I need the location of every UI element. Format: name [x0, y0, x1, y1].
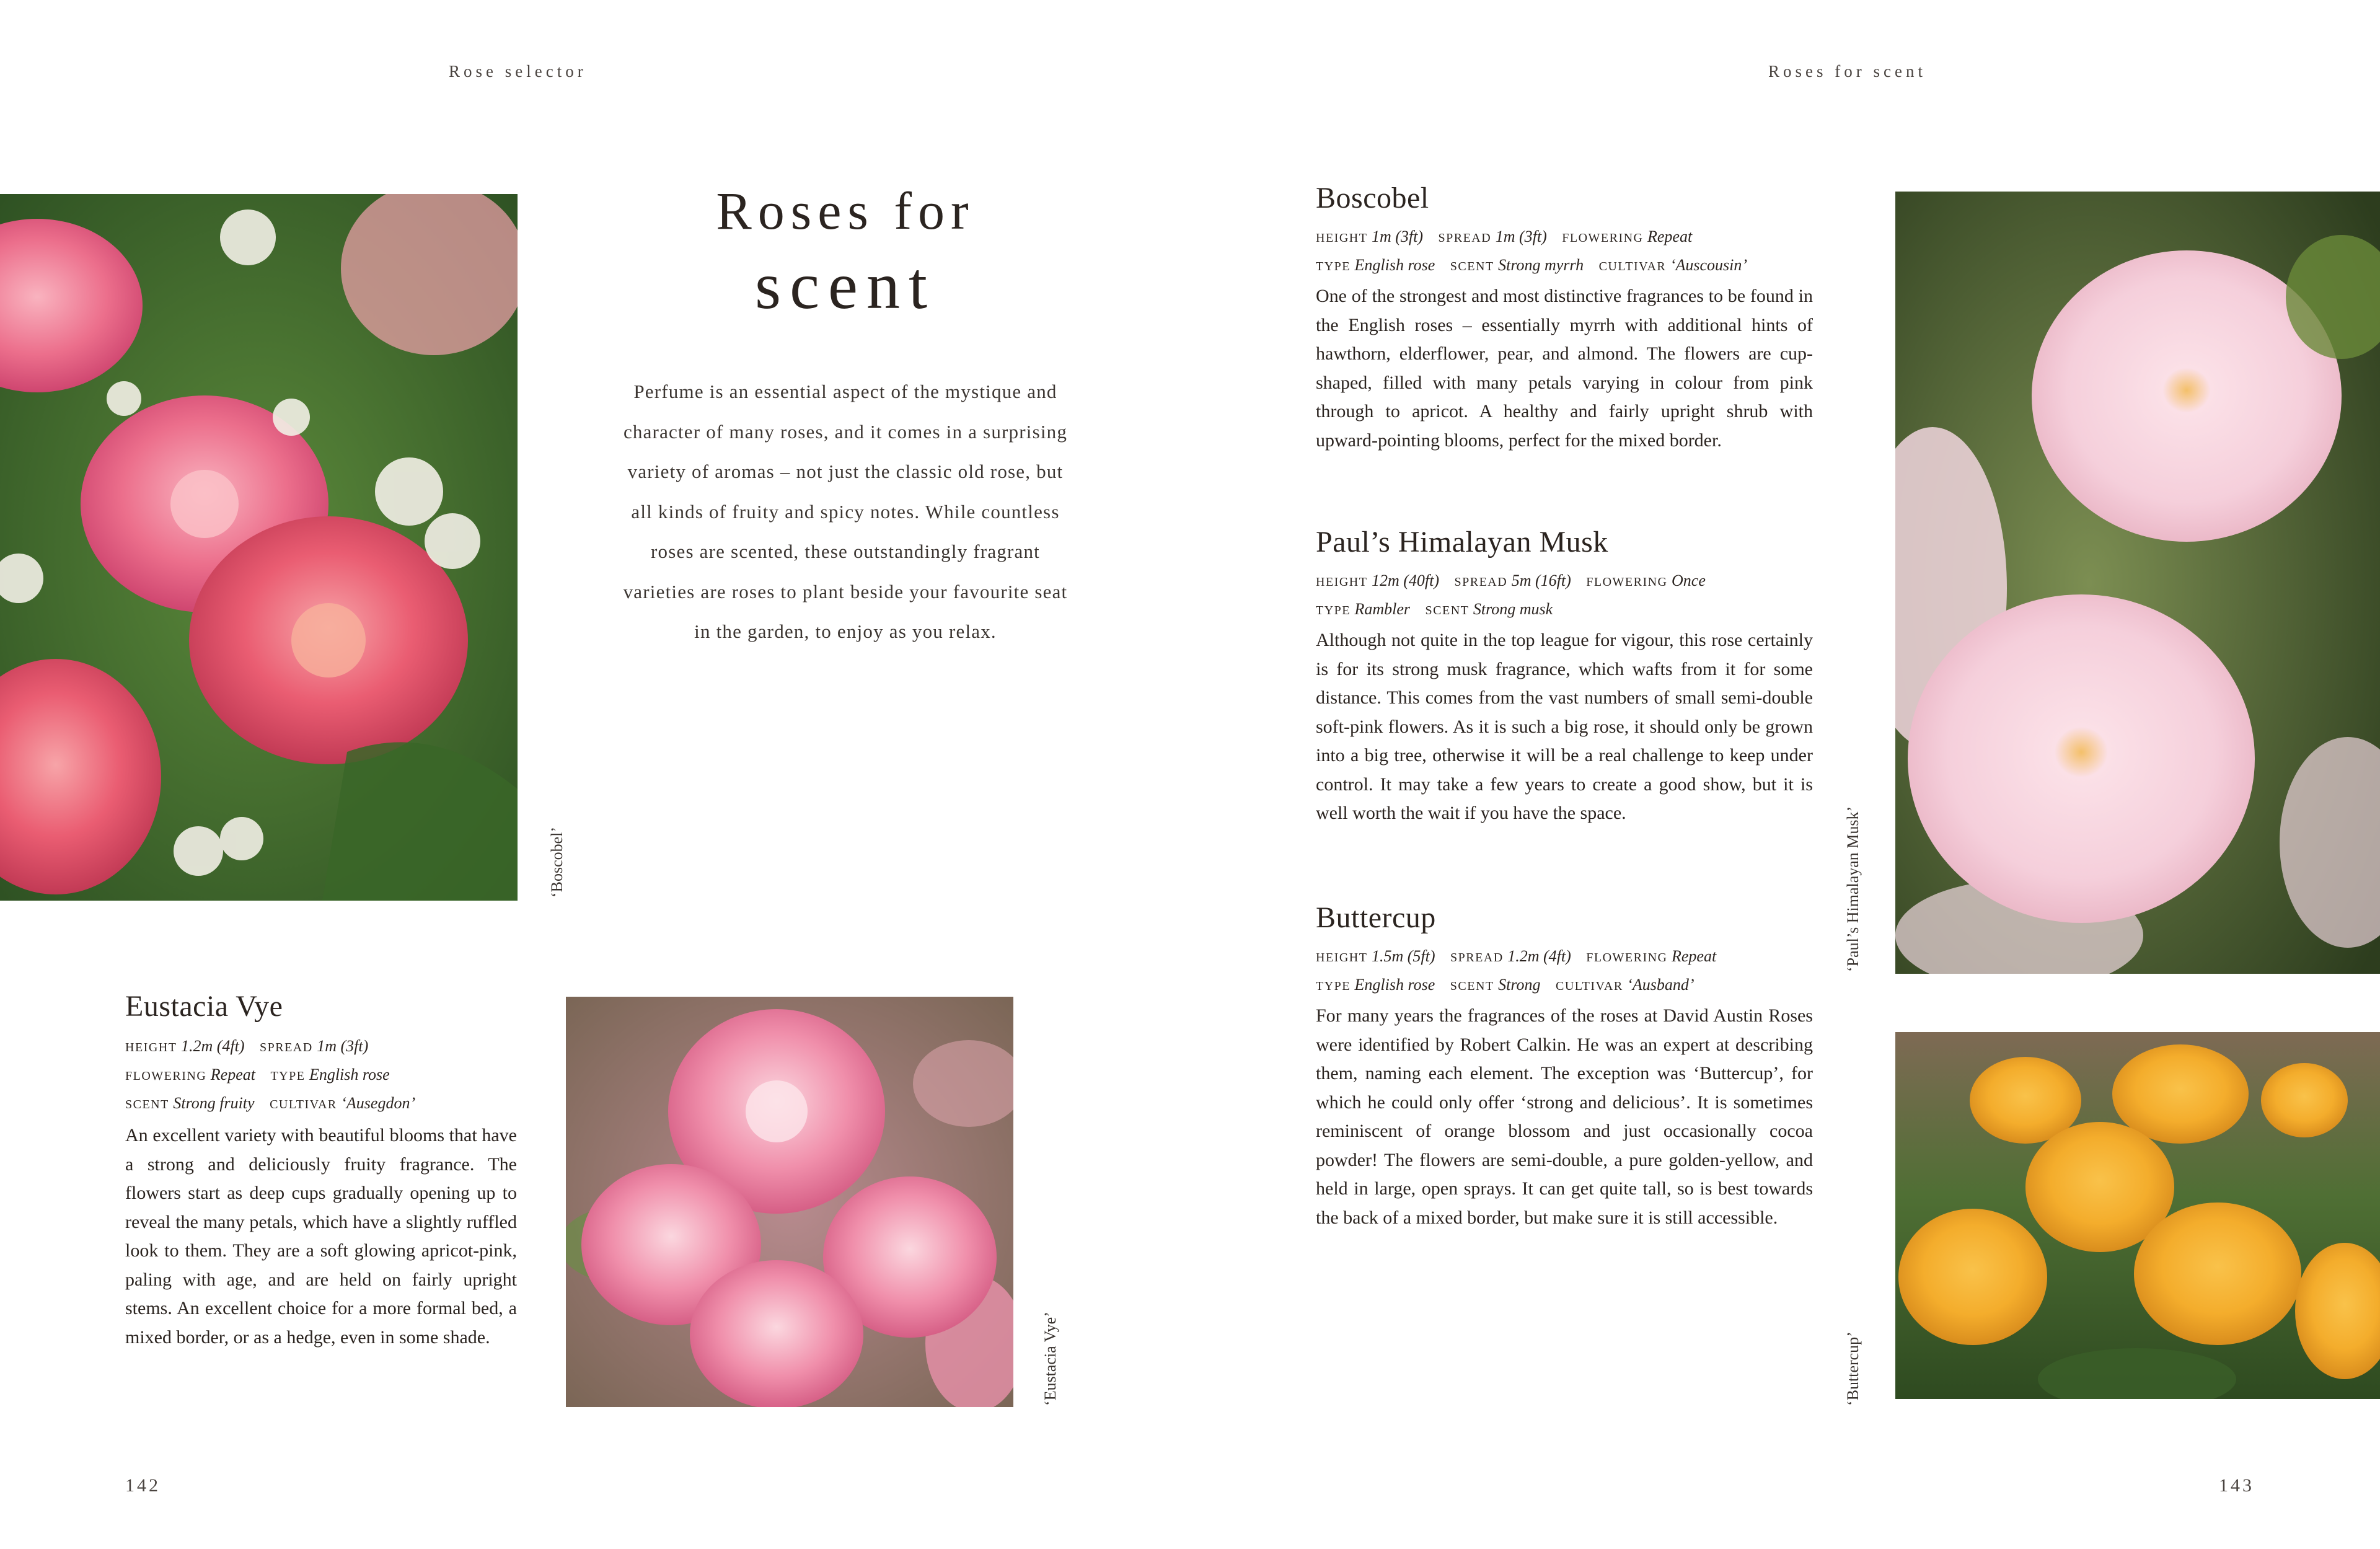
entry-body: An excellent variety with beautiful blooms that have a strong and deliciously fruity fragrance. The flowers start as deep cups gradually opening up to reveal the many petals, which have a slightly ruffled look to them. They are a soft glowing apricot-pink, paling with age, and are held on fairly upright stems. An excellent choice for a more formal bed, a mixed border, or as a hedge, even in some shade. — [125, 1125, 517, 1348]
entry-pauls-himalayan-musk — [1316, 525, 1813, 828]
entry-body: One of the strongest and most distinctive fragrances to be found in the English roses – essentially myrrh with additional hints of hawthorn, elderflower, pear, and almond. The flowers are cup-shaped, filled with many petals varying in colour from pink through to apricot. A healthy and fairly upright shrub with upward-pointing blooms, perfect for the mixed border. — [1316, 286, 1813, 451]
caption-boscobel: ‘Boscobel’ — [548, 826, 566, 898]
page-number-left: 142 — [125, 1475, 161, 1496]
intro-paragraph: Perfume is an essential aspect of the mystique and character of many roses, and it comes in a surprising variety of aromas – not just the classic old rose, but all kinds of fruity and spicy notes. While countless roses are scented, these outstandingly fragrant varieties are roses to plant beside your favourite seat in the garden, to enjoy as you relax. — [623, 381, 1068, 642]
entry-meta — [1316, 942, 1813, 999]
meta-line: type English rose scent Strong cultivar ‘Ausband’ — [1316, 975, 1695, 994]
caption-eustacia-vye: ‘Eustacia Vye’ — [1041, 1312, 1059, 1406]
meta-line: scent Strong fruity cultivar ‘Ausegdon’ — [125, 1093, 416, 1113]
meta-line: height 1m (3ft) spread 1m (3ft) flowering Repeat — [1316, 227, 1693, 246]
caption-pauls-himalayan-musk: ‘Paul’s Himalayan Musk’ — [1844, 806, 1862, 972]
page-title-line2: scent — [755, 249, 936, 323]
entry-title: Eustacia Vye — [125, 990, 283, 1023]
rose-photo-boscobel — [0, 194, 518, 901]
caption-buttercup: ‘Buttercup’ — [1844, 1331, 1862, 1406]
running-head-right: Roses for scent — [1768, 62, 1926, 81]
rose-photo-buttercup — [1895, 1032, 2380, 1399]
entry-title: Buttercup — [1316, 901, 1436, 934]
entry-eustacia-vye — [125, 989, 517, 1352]
meta-line: height 12m (40ft) spread 5m (16ft) flowering Once — [1316, 571, 1706, 590]
meta-line: height 1.2m (4ft) spread 1m (3ft) — [125, 1036, 369, 1056]
rose-photo-pauls-himalayan-musk — [1895, 192, 2380, 974]
meta-line: type Rambler scent Strong musk — [1316, 599, 1553, 619]
meta-line: type English rose scent Strong myrrh cultivar ‘Auscousin’ — [1316, 255, 1747, 275]
entry-title: Paul’s Himalayan Musk — [1316, 526, 1608, 558]
running-head-left: Rose selector — [449, 62, 587, 81]
entry-title: Boscobel — [1316, 182, 1429, 214]
entry-body: Although not quite in the top league for vigour, this rose certainly is for its strong musk fragrance, which wafts from it for some distance. This comes from the vast numbers of small semi-double soft-pink flowers. As it is such a big rose, it should only be grown into a big tree, otherwise it will be a real challenge to keep under control. It may take a few years to create a good show, but it is well worth the wait if you have the space. — [1316, 630, 1813, 823]
meta-line: flowering Repeat type English rose — [125, 1065, 390, 1084]
page-title-line1: Roses for — [716, 181, 975, 241]
page-number-right: 143 — [2219, 1475, 2254, 1496]
entry-meta — [125, 1032, 517, 1118]
entry-boscobel — [1316, 181, 1813, 455]
rose-photo-eustacia-vye — [566, 997, 1013, 1407]
entry-meta — [1316, 223, 1813, 280]
entry-meta — [1316, 567, 1813, 624]
entry-body: For many years the fragrances of the roses at David Austin Roses were identified by Robert Calkin. He was an expert at describing them, naming each element. The exception was ‘Buttercup’, for which he could only offer ‘strong and delicious’. It is sometimes reminiscent of orange blossom and just occasionally cocoa powder! The flowers are semi-double, a pure golden-yellow, and held in large, open sprays. It can get quite tall, so is best towards the back of a mixed border, but make sure it is still accessible. — [1316, 1005, 1813, 1228]
entry-buttercup — [1316, 901, 1813, 1232]
meta-line: height 1.5m (5ft) spread 1.2m (4ft) flowering Repeat — [1316, 947, 1717, 966]
